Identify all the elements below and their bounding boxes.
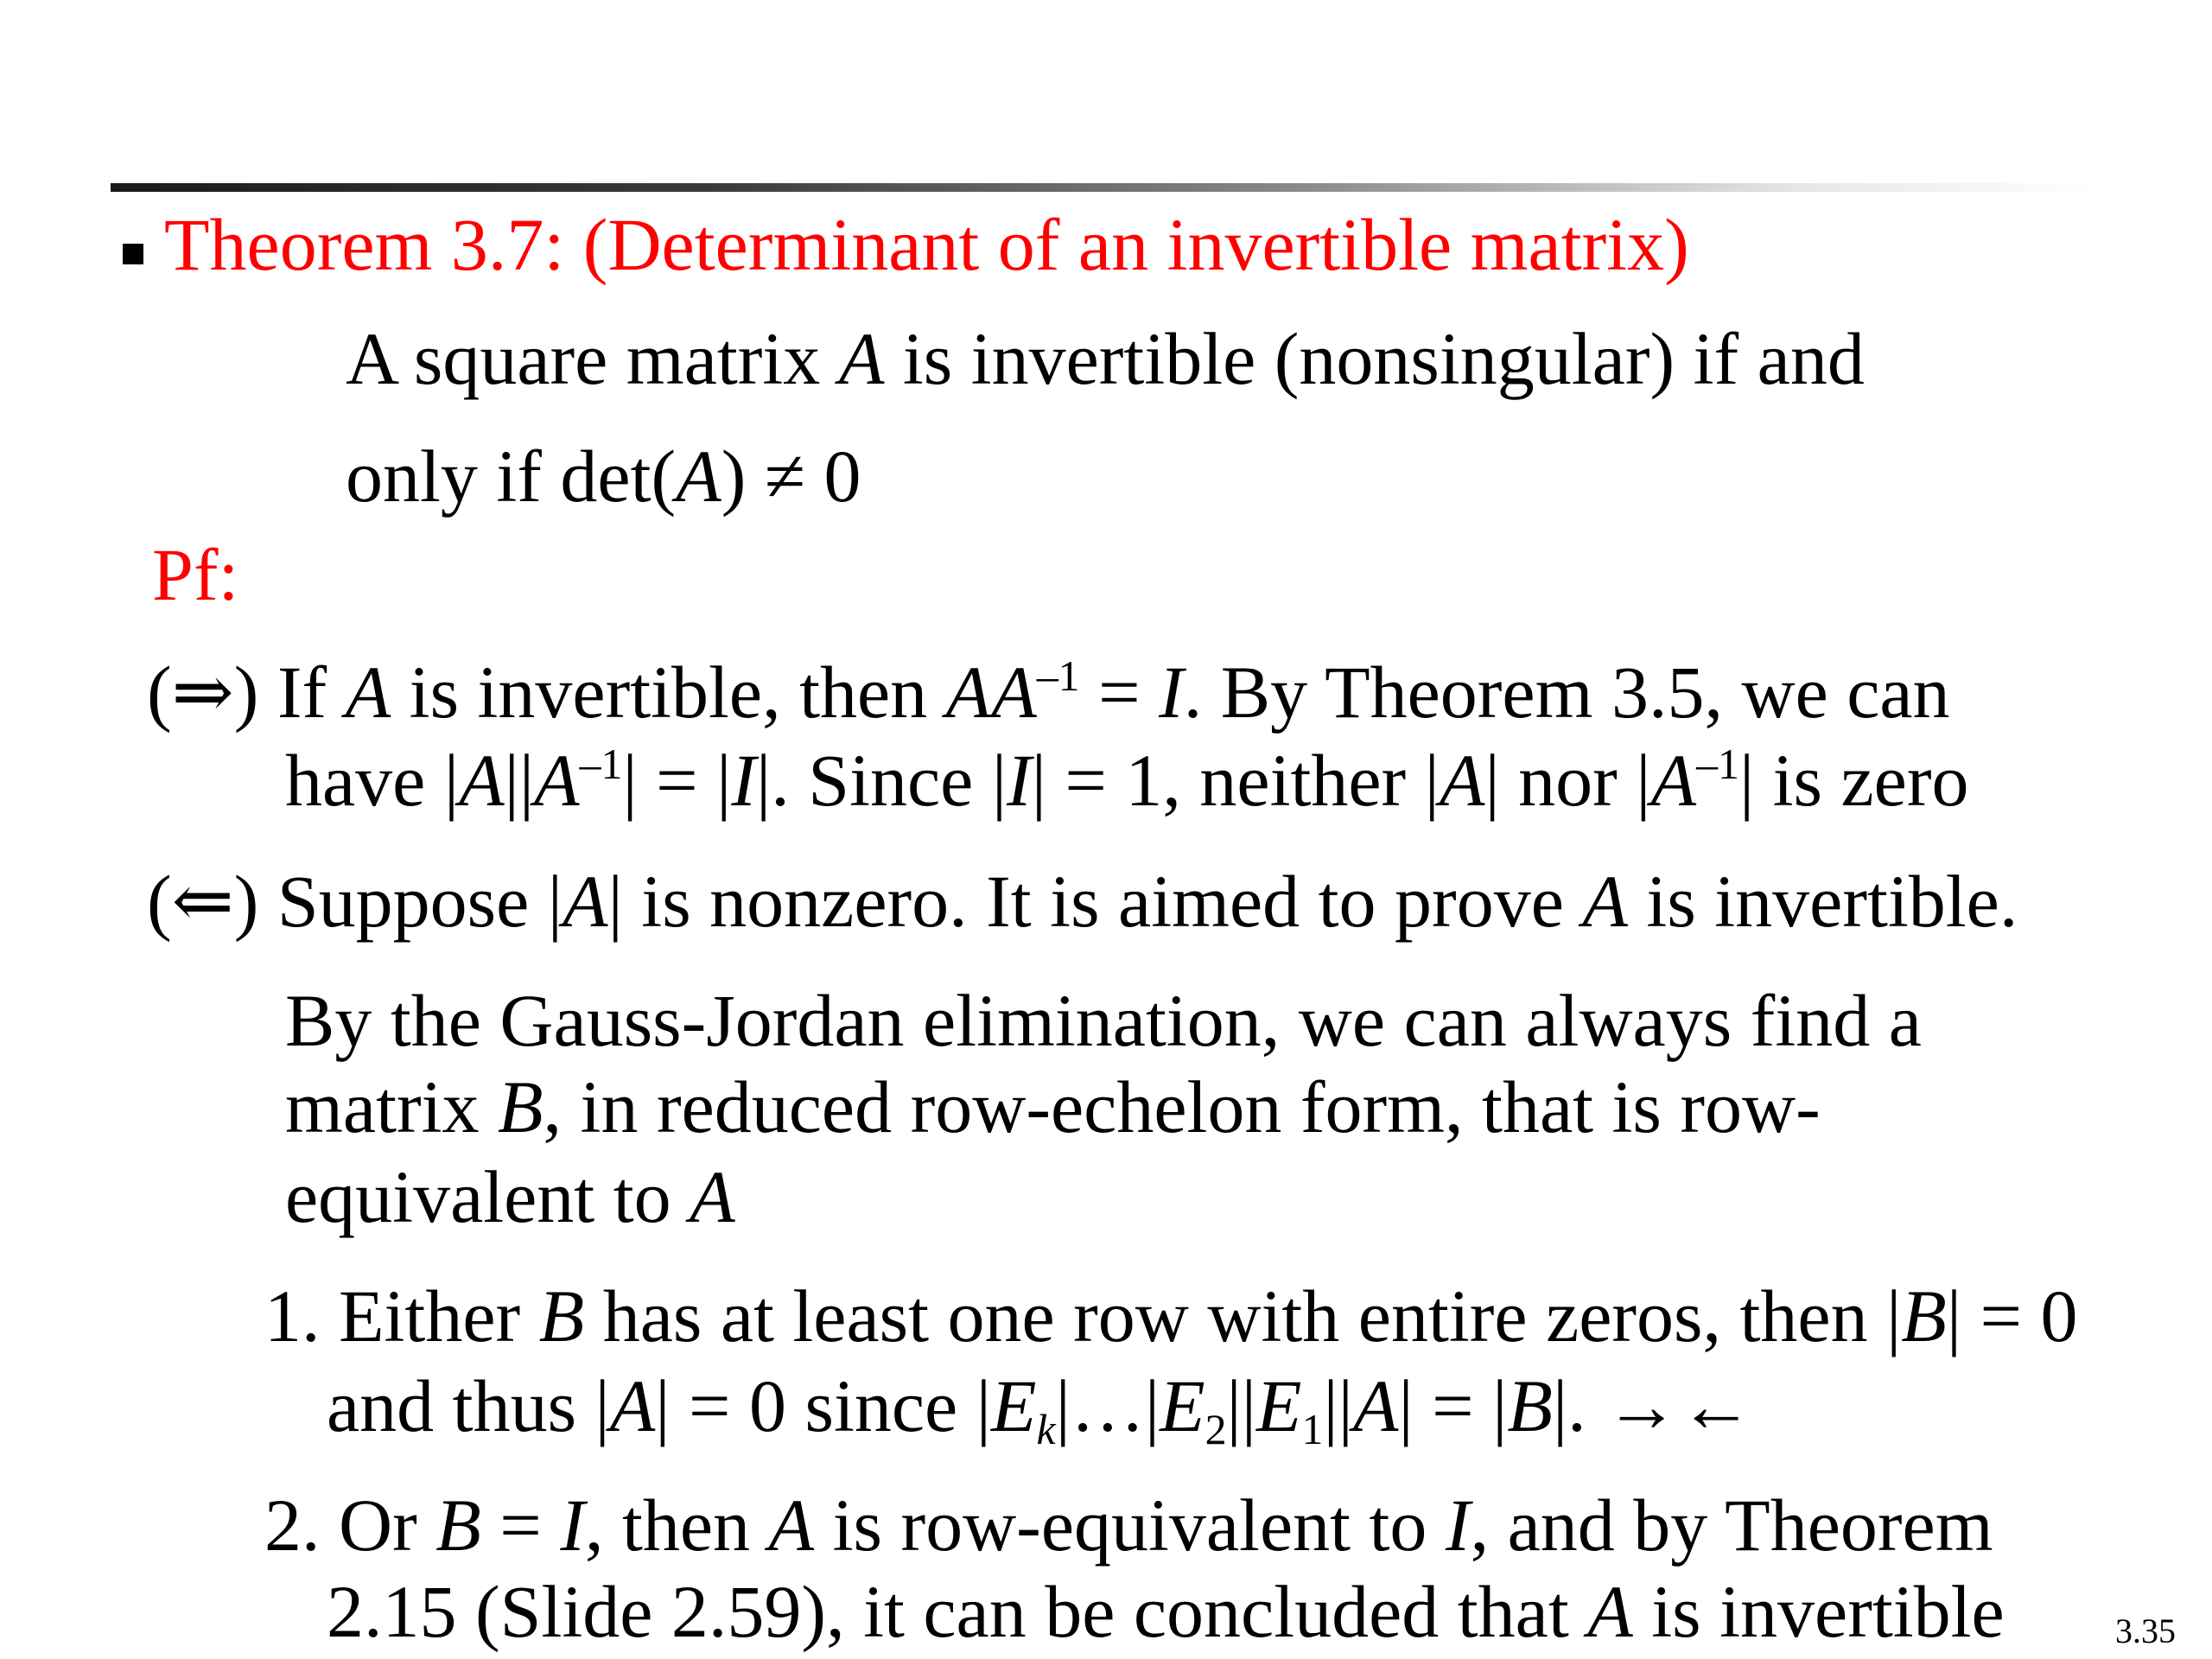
bullet-square-icon xyxy=(123,244,143,264)
backward-implies-marker: (⇐) xyxy=(147,860,259,943)
gauss-jordan-line-1: By the Gauss-Jordan elimination, we can always find a xyxy=(285,979,1922,1062)
gauss-jordan-line-2: matrix B, in reduced row-echelon form, that is row- xyxy=(285,1065,1821,1148)
gauss-jordan-line-3: equivalent to A xyxy=(285,1155,735,1238)
case-1-line-2: and thus |A| = 0 since $|E_k|\dots|E_2||E_1||A| = |B|$. →← xyxy=(327,1364,1754,1453)
case-2-line-1: 2. Or B = I, then A is row-equivalent to I, and by Theorem xyxy=(264,1484,1993,1567)
backward-direction-line-1: (⇐) Suppose |A| is nonzero. It is aimed to prove A is invertible. xyxy=(147,860,2018,943)
case-2-line-2: 2.15 (Slide 2.59), it can be concluded that A is invertible xyxy=(327,1570,2005,1653)
title-divider-rule xyxy=(111,183,2098,192)
theorem-statement-line-1: A square matrix A is invertible (nonsingular) if and xyxy=(346,317,1865,400)
forward-implies-marker: (⇒) xyxy=(147,651,259,734)
slide-number: 3.35 xyxy=(2115,1611,2176,1650)
forward-direction-line-2: have $|A||A^{-1}| = |I|$. Since |I| = 1, neither |A| nor $|A^{-1}|$ is zero xyxy=(285,739,1969,822)
proof-label: Pf: xyxy=(152,533,239,616)
theorem-statement-line-2: only if det(A) ≠ 0 xyxy=(346,435,861,518)
theorem-title: Theorem 3.7: (Determinant of an invertible matrix) xyxy=(164,203,1689,286)
case-1-line-1: 1. Either B has at least one row with entire zeros, then |B| = 0 xyxy=(264,1274,2078,1357)
forward-direction-line-1: (⇒) If A is invertible, then $AA^{-1} = I$. By Theorem 3.5, we can xyxy=(147,651,1950,734)
